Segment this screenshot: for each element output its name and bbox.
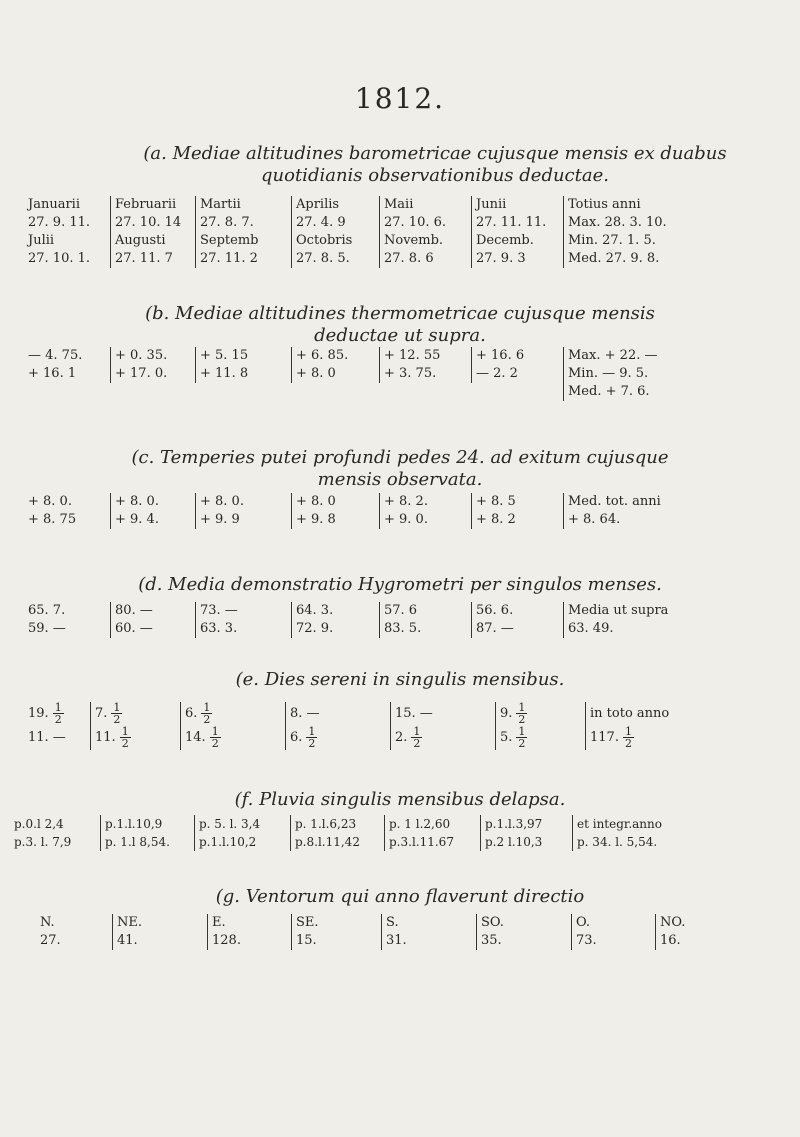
table-cell: Max. 28. 3. 10. [563,214,713,232]
table-cell [28,702,90,726]
table-cell: 87. — [471,620,563,638]
table-cell: p. 1 l.2,60 [384,815,480,833]
table-cell [195,383,291,401]
table-cell: Totius anni [563,196,713,214]
table-cell: p. 34. l. 5,54. [572,833,702,851]
table-cell [90,702,180,726]
table-cell [390,726,495,750]
table-cell: Aprilis [291,196,379,214]
table-cell: + 16. 1 [28,366,77,381]
section-a-title-line2: quotidianis observationibus deductae. [261,165,609,186]
half-fraction: $\frac{1}{2}$ [518,725,526,750]
wind-count: 35. [476,932,571,950]
half-fraction: $\frac{1}{2}$ [113,701,121,726]
wind-direction: E. [207,914,291,932]
table-cell: 27. 4. 9 [291,214,379,232]
wind-count: 128. [207,932,291,950]
value: 9. [500,706,513,721]
table-cell: + 0. 35. [110,347,195,365]
table-cell: p.1.l.10,9 [100,815,194,833]
value: 6. [290,730,303,745]
table-cell: + 8. 2 [471,511,563,529]
rainfall-table [14,815,794,851]
table-cell [110,383,195,401]
value: 14. [185,730,206,745]
half-fraction: $\frac{1}{2}$ [211,725,219,750]
section-a-title-line1: Mediae altitudines barometricae cujusque mensis ex duabus [172,143,727,164]
table-cell: Januarii [28,197,80,212]
table-cell: 27. 10. 6. [379,214,471,232]
table-cell: + 8. 64. [563,511,713,529]
table-cell: 83. 5. [379,620,471,638]
table-cell: 65. 7. [28,603,66,618]
wind-count: 41. [112,932,207,950]
section-b-title-line1: (b. Mediae altitudines thermometricae cujusque mensis [145,303,655,324]
table-cell: Junii [471,196,563,214]
section-c-title-line1: (c. Temperies putei profundi pedes 24. ad exitum cujusque [131,447,669,468]
table-cell: 27. 9. 11. [28,215,91,230]
section-c-title-line2: mensis observata. [317,469,483,490]
table-cell: — 4. 75. [28,348,83,363]
table-cell [291,383,379,401]
section-d-title: (d. Media demonstratio Hygrometri per singulos menses. [138,574,662,595]
table-cell: Martii [195,196,291,214]
hygrometer-table [28,602,788,638]
table-cell: 80. — [110,602,195,620]
half-fraction: $\frac{1}{2}$ [624,725,632,750]
table-cell: Novemb. [379,232,471,250]
table-cell: 60. — [110,620,195,638]
table-cell: + 12. 55 [379,347,471,365]
winds-table [40,914,780,950]
barometric-table [28,196,788,268]
section-b-title-line2: deductae ut supra. [314,325,486,346]
section-f-title: (f. Pluvia singulis mensibus delapsa. [234,789,566,810]
table-cell: + 8. 5 [471,493,563,511]
table-cell: 27. 10. 1. [28,251,91,266]
wind-count: 31. [381,932,476,950]
table-cell: 27. 8. 7. [195,214,291,232]
wind-direction: NE. [112,914,207,932]
section-c-title [0,447,800,491]
table-cell: + 9. 9 [195,511,291,529]
table-cell [180,702,285,726]
half-fraction: $\frac{1}{2}$ [413,725,421,750]
table-cell [180,726,285,750]
table-cell: Februarii [110,196,195,214]
value: 2. [395,730,408,745]
table-cell: + 8. 2. [379,493,471,511]
table-cell: Med. 27. 9. 8. [563,250,713,268]
table-cell: Septemb [195,232,291,250]
table-cell: + 6. 85. [291,347,379,365]
table-cell: 63. 49. [563,620,713,638]
table-cell: 11. — [28,730,66,745]
wind-direction: O. [571,914,655,932]
table-cell: Maii [379,196,471,214]
total-value [585,726,755,750]
table-cell: Octobris [291,232,379,250]
table-cell [471,383,563,401]
table-cell: 27. 11. 11. [471,214,563,232]
table-cell: p.3. l. 7,9 [14,835,72,849]
table-cell [495,726,585,750]
section-b-title [0,303,800,347]
well-temperature-table [28,493,788,529]
value: 19. [28,706,49,721]
table-cell [495,702,585,726]
table-cell: + 8. 75 [28,512,77,527]
table-cell: Max. + 22. — [563,347,713,365]
table-cell: + 16. 6 [471,347,563,365]
table-cell: + 8. 0 [291,365,379,383]
table-cell: Min. 27. 1. 5. [563,232,713,250]
table-cell [90,726,180,750]
table-cell: p.3.l.11.67 [384,833,480,851]
half-fraction: $\frac{1}{2}$ [308,725,316,750]
table-cell: 27. 8. 5. [291,250,379,268]
table-cell: + 8. 0. [28,494,72,509]
thermometric-table [28,347,788,401]
half-fraction: $\frac{1}{2}$ [54,701,62,726]
table-cell: 57. 6 [379,602,471,620]
table-cell: 27. 11. 7 [110,250,195,268]
table-cell: — 2. 2 [471,365,563,383]
table-cell [379,383,471,401]
wind-direction: SE. [291,914,381,932]
table-cell: 27. 9. 3 [471,250,563,268]
table-cell: + 8. 0. [110,493,195,511]
total-label: in toto anno [585,702,755,726]
table-cell: Decemb. [471,232,563,250]
wind-direction: N. [40,915,55,930]
clear-days-table [28,702,788,750]
table-cell: + 3. 75. [379,365,471,383]
page-number: 1812. [354,82,446,115]
table-cell [28,383,110,401]
table-cell [285,726,390,750]
table-cell: 27. 10. 14 [110,214,195,232]
section-g-title: (g. Ventorum qui anno flaverunt directio [215,886,585,907]
table-cell: + 9. 4. [110,511,195,529]
wind-count: 15. [291,932,381,950]
section-a-label: (a. [143,143,167,164]
table-cell: + 8. 0. [195,493,291,511]
table-cell: Med. + 7. 6. [563,383,713,401]
table-cell: p.1.l.10,2 [194,833,290,851]
wind-count: 16. [655,932,725,950]
table-cell: p.2 l.10,3 [480,833,572,851]
half-fraction: $\frac{1}{2}$ [203,701,211,726]
table-cell: 64. 3. [291,602,379,620]
table-cell: p.0.l 2,4 [14,817,64,831]
value: 6. [185,706,198,721]
wind-count: 27. [40,933,61,948]
table-cell: Augusti [110,232,195,250]
wind-count: 73. [571,932,655,950]
value: 5. [500,730,513,745]
table-cell: 73. — [195,602,291,620]
table-cell: p.1.l.3,97 [480,815,572,833]
table-cell: 59. — [28,621,66,636]
table-cell: p.8.l.11,42 [290,833,384,851]
table-cell: 63. 3. [195,620,291,638]
value: 11. [95,730,116,745]
table-cell: p. 1.l.6,23 [290,815,384,833]
table-cell: et integr.anno [572,815,702,833]
table-cell: 56. 6. [471,602,563,620]
table-cell: + 9. 8 [291,511,379,529]
half-fraction: $\frac{1}{2}$ [121,725,129,750]
table-cell: 8. — [285,702,390,726]
section-a-title [135,143,735,187]
table-cell: + 11. 8 [195,365,291,383]
wind-direction: NO. [655,914,725,932]
table-cell: Julii [28,233,55,248]
half-fraction: $\frac{1}{2}$ [518,701,526,726]
table-cell: 27. 8. 6 [379,250,471,268]
table-cell: + 8. 0 [291,493,379,511]
table-cell: Med. tot. anni [563,493,713,511]
table-cell: p. 5. l. 3,4 [194,815,290,833]
table-cell: 27. 11. 2 [195,250,291,268]
wind-direction: SO. [476,914,571,932]
table-cell: Media ut supra [563,602,713,620]
table-cell: + 9. 0. [379,511,471,529]
wind-direction: S. [381,914,476,932]
table-cell: p. 1.l 8,54. [100,833,194,851]
table-cell: + 17. 0. [110,365,195,383]
value: 7. [95,706,108,721]
table-cell: 15. — [390,702,495,726]
table-cell: + 5. 15 [195,347,291,365]
table-cell: 72. 9. [291,620,379,638]
table-cell: Min. — 9. 5. [563,365,713,383]
value: 117. [590,730,619,745]
section-e-title: (e. Dies sereni in singulis mensibus. [235,669,565,690]
